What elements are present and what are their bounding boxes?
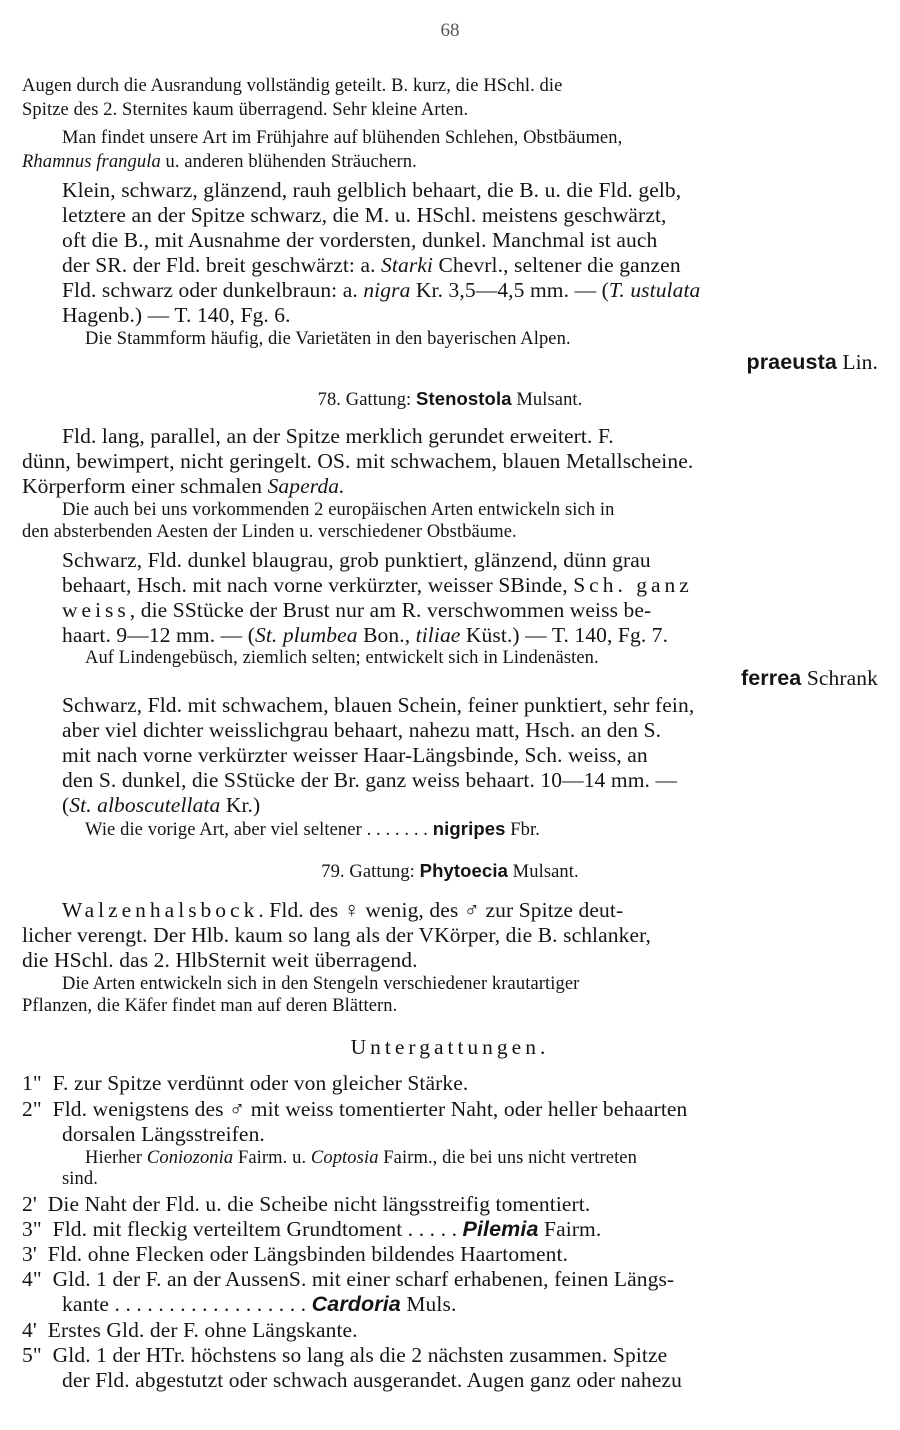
text-run: u. anderen blühenden Sträuchern. [160, 152, 417, 172]
text-line [62, 548, 900, 573]
text-i: nigra [363, 278, 411, 302]
text-line [62, 424, 900, 449]
text-line [0, 1035, 900, 1060]
text-run: Mulsant. [511, 390, 583, 410]
text-run: 2' Die Naht der Fld. u. die Scheibe nicht längsstreifig tomentiert. [22, 1192, 591, 1216]
text-line [62, 500, 900, 521]
text-run: Spitze des 2. Sternites kaum überragend. Sehr kleine Arten. [22, 100, 469, 120]
text-line [62, 898, 900, 923]
text-bi: Pilemia [462, 1217, 539, 1241]
text-run: Mulsant. [507, 862, 579, 882]
text-run: Man findet unsere Art im Frühjahre auf blühenden Schlehen, Obstbäumen, [62, 128, 623, 148]
text-line [22, 1267, 900, 1292]
text-run: Pflanzen, die Käfer findet man auf deren Blättern. [22, 996, 398, 1016]
text-run: Augen durch die Ausrandung vollständig geteilt. B. kurz, die HSchl. die [22, 76, 563, 96]
text-line [85, 1148, 900, 1169]
text-line [62, 228, 900, 253]
text-run: letztere an der Spitze schwarz, die M. u. HSchl. meistens geschwärzt, [62, 203, 667, 227]
text-line [0, 860, 900, 883]
text-run: sind. [62, 1169, 98, 1189]
text-line [62, 718, 900, 743]
text-run: Körperform einer schmalen [22, 474, 268, 498]
text-line [62, 128, 900, 149]
text-sp: Sch. ganz [573, 573, 693, 597]
text-i: St. plumbea [254, 623, 358, 647]
text-run: 78. Gattung: [317, 390, 417, 410]
text-line [62, 1368, 900, 1393]
text-run: mit nach vorne verkürzter weisser Haar-Längsbinde, Sch. weiss, an [62, 743, 648, 767]
text-run: 4" Gld. 1 der F. an der AussenS. mit einer scharf erhabenen, feinen Längs- [22, 1267, 675, 1291]
text-run: den absterbenden Aesten der Linden u. verschiedener Obstbäume. [22, 522, 517, 542]
text-run: haart. 9—12 mm. — ( [62, 623, 255, 647]
text-line [22, 1217, 900, 1242]
text-sp: weiss [62, 598, 130, 622]
text-run: 3' Fld. ohne Flecken oder Längsbinden bildendes Haartoment. [22, 1242, 569, 1266]
text-run: Schwarz, Fld. mit schwachem, blauen Schein, feiner punktiert, sehr fein, [62, 693, 695, 717]
text-run: 2" Fld. wenigstens des ♂ mit weiss tomentierter Naht, oder heller behaarten [22, 1097, 688, 1121]
text-run: 1" F. zur Spitze verdünnt oder von gleicher Stärke. [22, 1071, 469, 1095]
text-line [62, 178, 900, 203]
text-line [62, 1122, 900, 1147]
text-line [22, 474, 900, 499]
text-run: Auf Lindengebüsch, ziemlich selten; entwickelt sich in Lindenästen. [85, 648, 599, 668]
text-run: die HSchl. das 2. HlbSternit weit überragend. [22, 948, 418, 972]
text-i: St. alboscutellata [69, 793, 221, 817]
text-run: Schrank [801, 666, 878, 690]
text-run: dorsalen Längsstreifen. [62, 1122, 265, 1146]
text-run: oft die B., mit Ausnahme der vordersten, dunkel. Manchmal ist auch [62, 228, 658, 252]
text-line [62, 253, 900, 278]
text-line [22, 522, 900, 543]
text-run: Die Stammform häufig, die Varietäten in den bayerischen Alpen. [85, 329, 571, 349]
text-run: Hagenb.) — T. 140, Fg. 6. [62, 303, 291, 327]
text-run: den S. dunkel, die SStücke der Br. ganz weiss behaart. 10—14 mm. — [62, 768, 678, 792]
text-line [22, 449, 900, 474]
text-line [62, 573, 900, 598]
text-run: Die Arten entwickeln sich in den Stengeln verschiedener krautartiger [62, 974, 580, 994]
text-run: Kr.) [220, 793, 261, 817]
text-run: aber viel dichter weisslichgrau behaart, nahezu matt, Hsch. an den S. [62, 718, 662, 742]
text-i: tiliae [415, 623, 461, 647]
text-line [62, 278, 900, 303]
text-run: Fairm., die bei uns nicht vertreten [378, 1148, 637, 1168]
text-run: Lin. [836, 350, 878, 374]
text-run: Bon., [357, 623, 416, 647]
text-line [62, 598, 900, 623]
text-bi: Cardoria [311, 1292, 401, 1316]
text-line [62, 203, 900, 228]
text-run: Fld. lang, parallel, an der Spitze merklich gerundet erweitert. F. [62, 424, 614, 448]
text-line [0, 350, 878, 375]
text-line [0, 388, 900, 411]
text-i: Starki [381, 253, 434, 277]
text-line [0, 666, 878, 691]
text-run: behaart, Hsch. mit nach vorne verkürzter, weisser SBinde, [62, 573, 574, 597]
text-line [62, 1292, 900, 1317]
text-b: nigripes [432, 818, 506, 839]
text-line [22, 76, 900, 97]
text-line [22, 152, 900, 173]
text-run: 5" Gld. 1 der HTr. höchstens so lang als die 2 nächsten zusammen. Spitze [22, 1343, 668, 1367]
text-run: Fbr. [505, 820, 540, 840]
text-line [85, 329, 900, 350]
text-run: licher verengt. Der Hlb. kaum so lang als der VKörper, die B. schlanker, [22, 923, 651, 947]
text-sp: Untergattungen. [350, 1035, 550, 1059]
text-run: Chevrl., seltener die ganzen [433, 253, 681, 277]
text-run: der Fld. abgestutzt oder schwach ausgerandet. Augen ganz oder nahezu [62, 1368, 682, 1392]
text-run: Klein, schwarz, glänzend, rauh gelblich behaart, die B. u. die Fld. gelb, [62, 178, 682, 202]
text-line [22, 1097, 900, 1122]
text-line [22, 1242, 900, 1267]
text-run: Muls. [400, 1292, 457, 1316]
text-run: Fairm. u. [233, 1148, 311, 1168]
text-run: kante . . . . . . . . . . . . . . . . . . [62, 1292, 312, 1316]
text-run: . Fld. des ♀ wenig, des ♂ zur Spitze deut- [258, 898, 624, 922]
text-line [62, 303, 900, 328]
text-run: Fld. schwarz oder dunkelbraun: a. [62, 278, 364, 302]
text-run: Kr. 3,5—4,5 mm. — ( [410, 278, 609, 302]
text-line [62, 768, 900, 793]
text-i: T. ustulata [608, 278, 701, 302]
text-line [62, 623, 900, 648]
text-run: Hierher [85, 1148, 147, 1168]
text-line [62, 793, 900, 818]
text-run: 4' Erstes Gld. der F. ohne Längskante. [22, 1318, 358, 1342]
text-run: , die SStücke der Brust nur am R. verschwommen weiss be- [129, 598, 652, 622]
text-run: Fairm. [538, 1217, 602, 1241]
text-i: Coniozonia [146, 1148, 234, 1168]
text-run: 79. Gattung: [321, 862, 420, 882]
text-i: Coptosia [310, 1148, 379, 1168]
text-line [22, 996, 900, 1017]
text-run: 3" Fld. mit fleckig verteiltem Grundtoment . . . . . [22, 1217, 463, 1241]
text-run: Küst.) — T. 140, Fg. 7. [460, 623, 669, 647]
text-line [22, 1343, 900, 1368]
text-b: praeusta [746, 350, 837, 374]
text-b: Phytoecia [419, 860, 508, 881]
text-b: ferrea [740, 666, 802, 690]
text-i: Rhamnus frangula [22, 152, 161, 172]
text-line [62, 743, 900, 768]
text-run: Die auch bei uns vorkommenden 2 europäischen Arten entwickeln sich in [62, 500, 615, 520]
text-run: Wie die vorige Art, aber viel seltener . . . . . . . [85, 820, 433, 840]
text-line [85, 818, 900, 841]
text-sp: Walzenhalsbock [62, 898, 259, 922]
text-run: der SR. der Fld. breit geschwärzt: a. [62, 253, 382, 277]
text-line [62, 1169, 900, 1190]
text-line [22, 100, 900, 121]
text-line [62, 974, 900, 995]
text-i: Saperda. [267, 474, 345, 498]
text-b: Stenostola [416, 388, 512, 409]
text-line [22, 1071, 900, 1096]
text-line [62, 693, 900, 718]
text-run: ( [62, 793, 70, 817]
text-run: dünn, bewimpert, nicht geringelt. OS. mit schwachem, blauen Metallscheine. [22, 449, 694, 473]
page-number: 68 [440, 20, 460, 41]
text-line [22, 948, 900, 973]
text-run: Schwarz, Fld. dunkel blaugrau, grob punktiert, glänzend, dünn grau [62, 548, 651, 572]
text-line [22, 1192, 900, 1217]
text-line [22, 923, 900, 948]
text-line [22, 1318, 900, 1343]
